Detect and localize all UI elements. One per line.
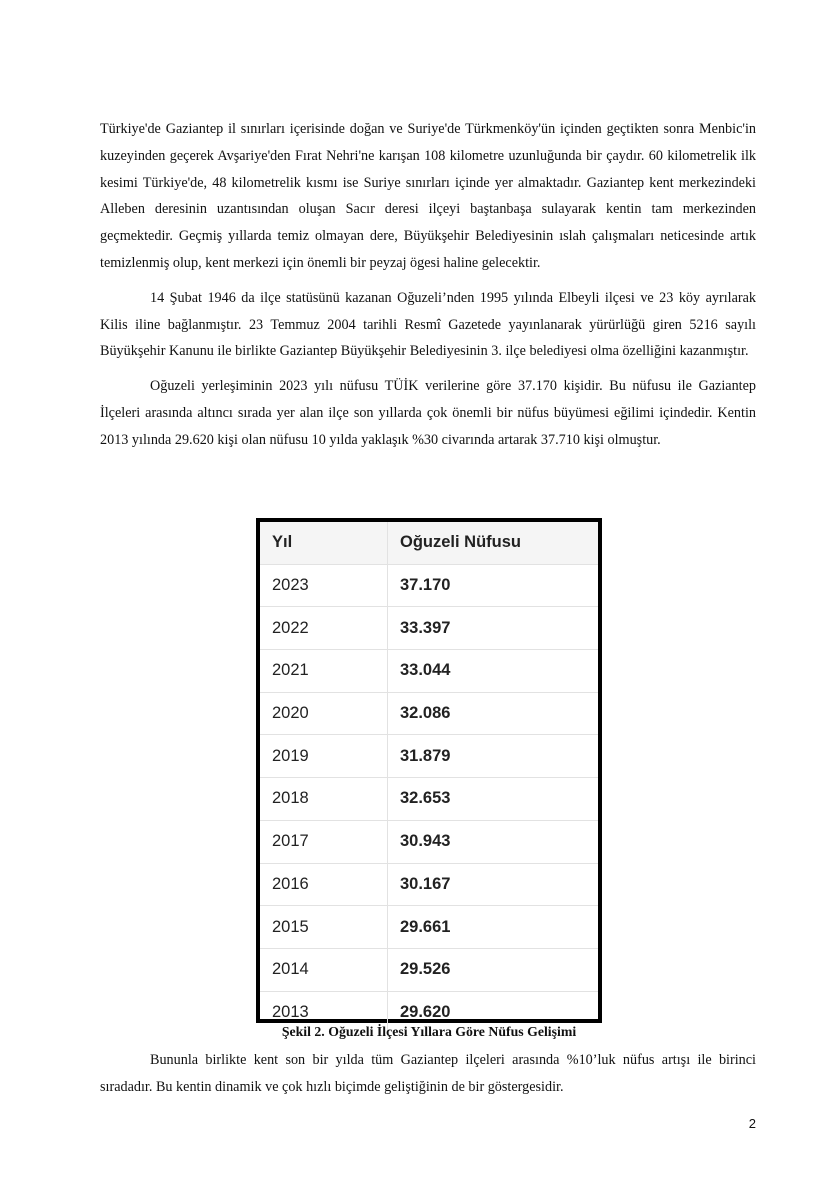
paragraph-3: Oğuzeli yerleşiminin 2023 yılı nüfusu TÜİK verilerine göre 37.170 kişidir. Bu nüfusu ile Gaziantep İlçeleri arasında altıncı sırada yer alan ilçe son yıllarda çok önemli bir nüfus büyümesi eğilimi içindedir. Kentin 2013 yılında 29.620 kişi olan nüfusu 10 yılda yaklaşık %30 civarında artarak 37.710 kişi olmuştur.: [100, 378, 756, 448]
page-number: 2: [748, 1116, 756, 1131]
population-cell: 30.943: [388, 820, 599, 863]
year-cell: 2016: [260, 863, 388, 906]
table-row: [260, 820, 598, 863]
year-cell: 2020: [260, 692, 388, 735]
population-cell: 32.653: [388, 778, 599, 821]
table-row: [260, 692, 598, 735]
table-row: [260, 650, 598, 693]
year-cell: 2013: [260, 991, 388, 1033]
year-cell: 2019: [260, 735, 388, 778]
year-cell: 2018: [260, 778, 388, 821]
population-cell: 30.167: [388, 863, 599, 906]
paragraph-1: Türkiye'de Gaziantep il sınırları içerisinde doğan ve Suriye'de Türkmenköy'ün içinden geçtikten sonra Menbic'in kuzeyinden geçerek Avşariye'den Fırat Nehri'ne karışan 108 kilometre uzunluğunda bir çaydır. 60 kilometrelik ilk kesimi Türkiye'de, 48 kilometrelik kısmı ise Suriye sınırları içinde yer almaktadır. Gaziantep kent merkezindeki Alleben deresinin uzantısından oluşan Sacır deresi ilçeyi baştanbaşa sulayarak kentin tam merkezinden geçmektedir. Geçmiş yıllarda temiz olmayan dere, Büyükşehir Belediyesinin ıslah çalışmaları neticesinde artık temizlenmiş olup, kent merkezi için önemli bir peyzaj ögesi haline gelecektir.: [100, 121, 756, 271]
closing-text: [100, 1047, 756, 1101]
paragraph-4: Bununla birlikte kent son bir yılda tüm Gaziantep ilçeleri arasında %10’luk nüfus artışı ile birinci sıradadır. Bu kentin dinamik ve çok hızlı biçimde geliştiğinin de bir göstergesidir.: [100, 1052, 756, 1095]
header-population: Oğuzeli Nüfusu: [388, 522, 599, 564]
table-row: [260, 735, 598, 778]
population-cell: 37.170: [388, 564, 599, 607]
year-cell: 2015: [260, 906, 388, 949]
table-header-row: [260, 522, 598, 564]
paragraph-2: 14 Şubat 1946 da ilçe statüsünü kazanan Oğuzeli’nden 1995 yılında Elbeyli ilçesi ve 23 köy ayrılarak Kilis iline bağlanmıştır. 23 Temmuz 2004 tarihli Resmî Gazetede yayınlanarak yürürlüğü giren 5216 sayılı Büyükşehir Kanunu ile birlikte Gaziantep Büyükşehir Belediyesinin 3. ilçe belediyesi olma özelliğini kazanmıştır.: [100, 289, 756, 360]
year-cell: 2017: [260, 820, 388, 863]
table-body: [260, 564, 598, 1033]
figure-caption: Şekil 2. Oğuzeli İlçesi Yıllara Göre Nüfus Gelişimi: [281, 1024, 577, 1039]
population-cell: 29.620: [400, 1002, 451, 1021]
population-cell: 33.044: [388, 650, 599, 693]
table-row: [260, 778, 598, 821]
table-row: [260, 863, 598, 906]
population-cell: 32.086: [388, 692, 599, 735]
year-cell: 2023: [260, 564, 388, 607]
header-year: Yıl: [260, 522, 388, 564]
table-row: [260, 948, 598, 991]
table-row: [260, 607, 598, 650]
year-cell: 2021: [260, 650, 388, 693]
year-cell: 2014: [260, 948, 388, 991]
population-table: [260, 522, 598, 1033]
population-cell: 31.879: [388, 735, 599, 778]
year-cell: 2022: [260, 607, 388, 650]
body-text: [100, 116, 756, 454]
table-row: [260, 564, 598, 607]
population-cell: 29.526: [388, 948, 599, 991]
population-cell: 33.397: [388, 607, 599, 650]
population-table-frame: [256, 518, 602, 1023]
population-cell: 29.661: [388, 906, 599, 949]
table-row: [260, 906, 598, 949]
